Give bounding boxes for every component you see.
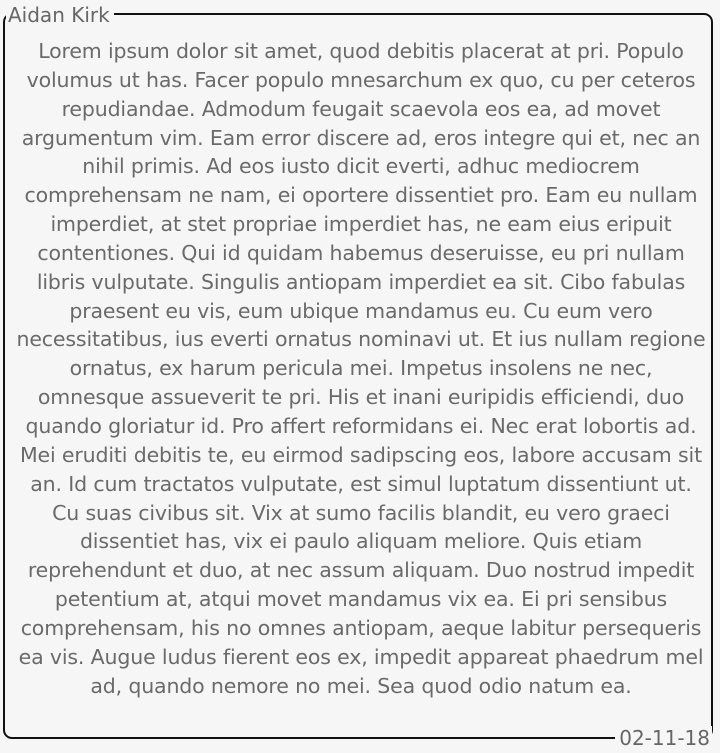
author-name: Aidan Kirk	[6, 3, 114, 27]
note-date: 02-11-18	[615, 726, 712, 750]
note-body-text: Lorem ipsum dolor sit amet, quod debitis placerat at pri. Populo volumus ut has. Facer populo mnesarchum ex quo, cu per ceteros repudiandae. Admodum feugait scaevola eos ea, ad movet argumentum vim. Eam error discere ad, eros integre qui et, nec an nihil primis. Ad eos iusto dicit everti, adhuc mediocrem comprehensam ne nam, ei oportere dissentiet pro. Eam eu nullam imperdiet, at stet propriae imperdiet has, ne eam eius eripuit contentiones. Qui id quidam habemus deseruisse, eu pri nullam libris vulputate. Singulis antiopam imperdiet ea sit. Cibo fabulas praesent eu vis, eum ubique mandamus eu. Cu eum vero necessitatibus, ius everti ornatus nominavi ut. Et ius nullam regione ornatus, ex harum pericula mei. Impetus insolens ne nec, omnesque assueverit te pri. His et inani euripidis efficiendi, duo quando gloriatur id. Pro affert reformidans ei. Nec erat lobortis ad. Mei eruditi debitis te, eu eirmod sadipscing eos, labore accusam sit an. Id cum tractatos vulputate, est simul luptatum dissentiunt ut. Cu suas civibus sit. Vix at sumo facilis blandit, eu vero graeci dissentiet has, vix ei paulo aliquam meliore. Quis etiam reprehendunt et duo, at nec assum aliquam. Duo nostrud impedit petentium at, atqui movet mandamus vix ea. Ei pri sensibus comprehensam, his no omnes antiopam, aeque labitur persequeris ea vis. Augue ludus fierent eos ex, impedit appareat phaedrum mel ad, quando nemore no mei. Sea quod odio natum ea.	[16, 39, 706, 698]
